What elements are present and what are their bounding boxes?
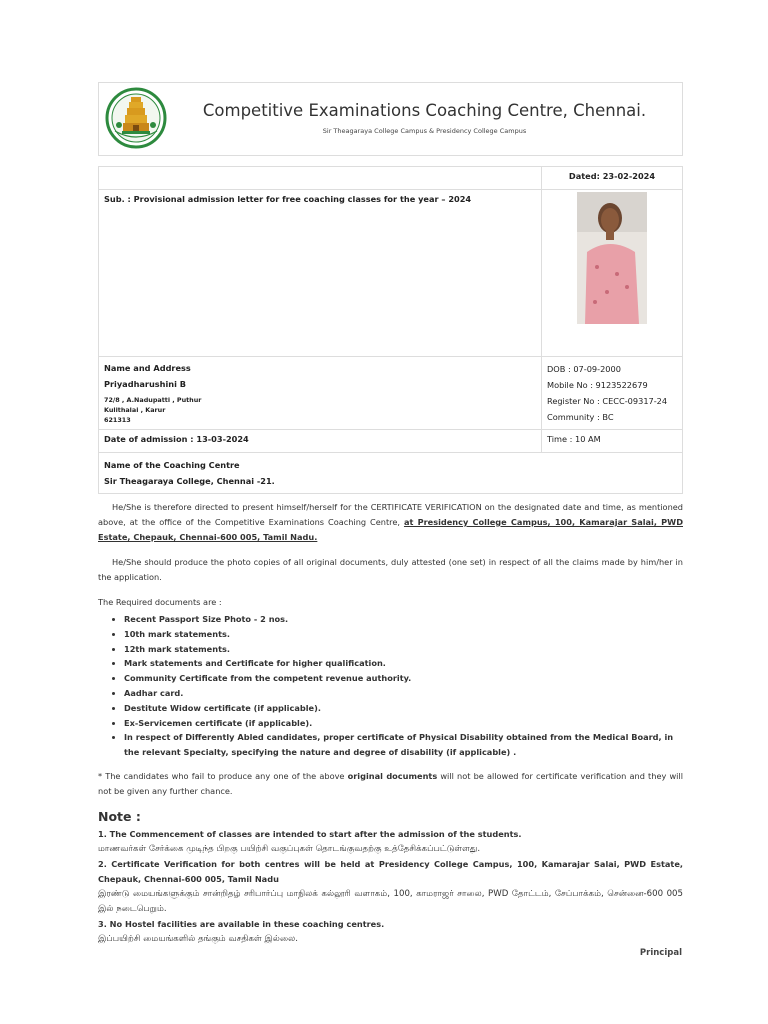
list-item: • Recent Passport Size Photo - 2 nos. — [124, 612, 683, 627]
admission-details-table — [98, 166, 683, 494]
documents-intro: The Required documents are : — [98, 597, 222, 607]
community-value: Community : BC — [547, 412, 614, 422]
list-item: • 10th mark statements. — [124, 627, 683, 642]
address-line: 72/8 , A.Nadupatti , Puthur — [104, 396, 202, 404]
note-heading: Note : — [98, 808, 141, 824]
list-item: • Ex-Servicemen certificate (if applicable). — [124, 716, 683, 731]
note-section — [98, 809, 683, 947]
photocopy-paragraph: He/She should produce the photo copies of all original documents, duly attested (one set) in respect of all the claims made by him/her in the application. — [98, 557, 683, 582]
list-item: • 12th mark statements. — [124, 642, 683, 657]
address-line: 621313 — [104, 416, 131, 424]
note-item: 3. No Hostel facilities are available in these coaching centres. — [98, 918, 385, 929]
coaching-centre-cell — [99, 453, 683, 494]
subject-cell: Sub. : Provisional admission letter for free coaching classes for the year – 2024 — [99, 190, 542, 357]
name-address-label: Name and Address — [104, 363, 191, 373]
note-item: 2. Certificate Verification for both centres will be held at Presidency College Campus, 100, Kamarajar Salai, PWD Estate, Chepauk, Chennai-600 005, Tamil Nadu — [98, 858, 683, 884]
list-item: • Mark statements and Certificate for higher qualification. — [124, 656, 683, 671]
note-item-tamil: இப்பயிற்சி மையங்களில் தங்கும் வசதிகள் இல்லை. — [98, 933, 298, 944]
verification-address: at Presidency College Campus, 100, Kamarajar Salai, PWD Estate, Chepauk, Chennai-600 005, Tamil Nadu. — [98, 517, 683, 542]
verification-text: He/She is therefore directed to present himself/herself for the CERTIFICATE VERIFICATION on the designated date and time, as mentioned above, at the office of the Competitive Examinations Coaching Centre, — [98, 502, 683, 527]
candidate-name: Priyadharushini B — [104, 379, 187, 389]
photo-cell — [542, 190, 683, 357]
warning-emphasis: original documents — [347, 770, 438, 781]
centre-name: Sir Theagaraya College, Chennai -21. — [104, 476, 275, 486]
letter-container — [98, 82, 683, 494]
principal-signature: Principal — [639, 948, 682, 958]
page-subtitle: Sir Theagaraya College Campus & Presidency College Campus — [322, 127, 527, 135]
list-item: • Aadhar card. — [124, 686, 683, 701]
warning-text: will not be allowed for certificate verification and they will not be given any further chance. — [98, 770, 684, 796]
time-cell: Time : 10 AM — [542, 430, 683, 453]
note-item: 1. The Commencement of classes are intended to start after the admission of the students. — [98, 828, 522, 839]
candidate-photo — [577, 192, 647, 324]
dob-value: DOB : 07-09-2000 — [547, 364, 621, 374]
list-item: • Community Certificate from the competent revenue authority. — [124, 671, 683, 686]
centre-label: Name of the Coaching Centre — [104, 460, 240, 470]
empty-cell — [99, 167, 542, 190]
instructions-section — [98, 500, 683, 947]
address-line: Kulithalai , Karur — [104, 406, 166, 414]
verification-paragraph — [98, 500, 683, 545]
note-item-tamil: இரண்டு மையங்களுக்கும் சான்றிதழ் சரிபார்ப்பு மாநிலக் கல்லூரி வளாகம், 100, காமராஜர் சாலை, PWD தோட்டம், சேப்பாக்கம், சென்னை-600 005 இல் நடைபெறும். — [98, 888, 683, 914]
letter-header — [98, 82, 683, 156]
candidate-info-cell — [542, 357, 683, 430]
admission-date-cell: Date of admission : 13-03-2024 — [99, 430, 542, 453]
note-item-tamil: மாணவர்கள் சேர்க்கை முடிந்த பிறகு பயிற்சி வகுப்புகள் தொடங்குவதற்கு உத்தேசிக்கப்பட்டுள்ளது. — [98, 843, 481, 854]
page-title: Competitive Examinations Coaching Centre, Chennai. — [202, 101, 647, 120]
warning-paragraph — [98, 769, 683, 799]
name-address-cell — [99, 357, 542, 430]
register-no-value: Register No : CECC-09317-24 — [547, 396, 668, 406]
warning-text: * The candidates who fail to produce any one of the above — [98, 770, 348, 781]
list-item: • In respect of Differently Abled candidates, proper certificate of Physical Disability obtained from the Medical Board, in the relevant Specialty, specifying the nature and degree of disability (if applicable) . — [124, 730, 683, 760]
list-item: • Destitute Widow certificate (if applicable). — [124, 701, 683, 716]
required-documents-list — [98, 612, 683, 760]
mobile-value: Mobile No : 9123522679 — [547, 380, 648, 390]
dated-cell: Dated: 23-02-2024 — [542, 167, 683, 190]
